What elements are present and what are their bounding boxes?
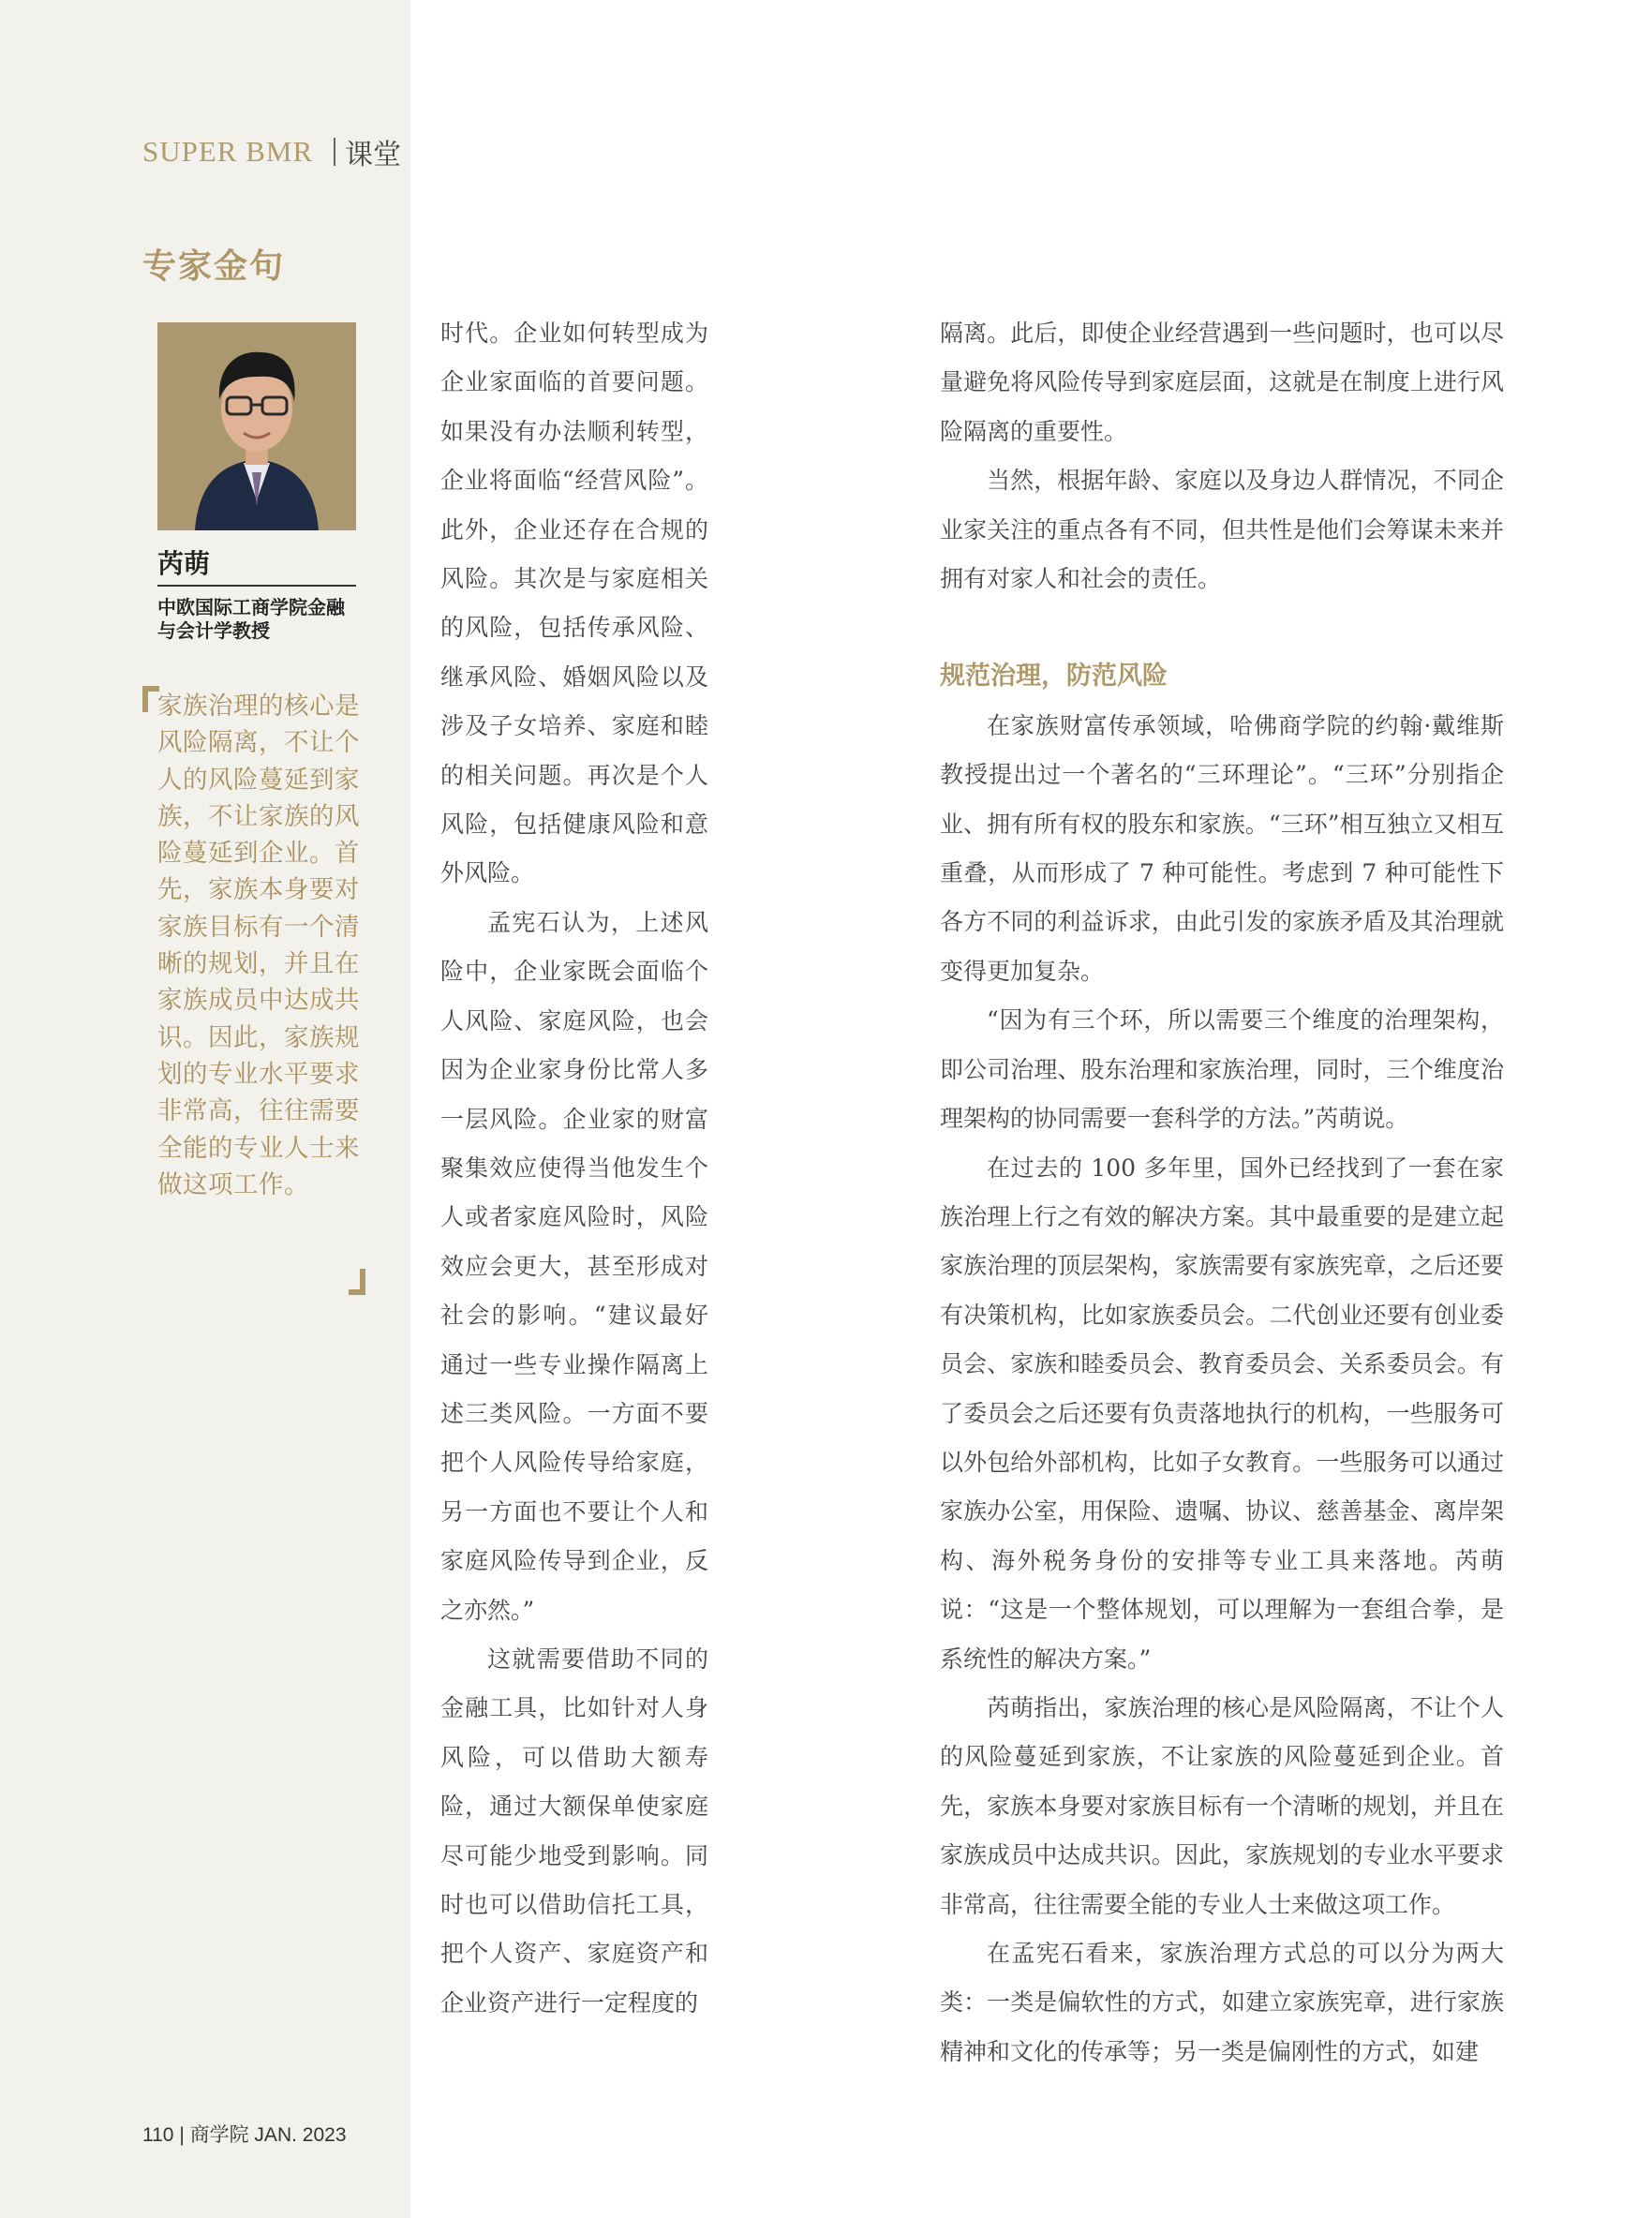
paragraph: “因为有三个环，所以需要三个维度的治理架构，即公司治理、股东治理和家族治理，同时，三个维度治理架构的协同需要一套科学的方法。”芮萌说。 [940,1006,1504,1133]
paragraph: 这就需要借助不同的金融工具，比如针对人身风险，可以借助大额寿险，通过大额保单使家庭尽可能少地受到影响。同时也可以借助信托工具，把个人资产、家庭资产和企业资产进行一定程度的 [440,1645,708,2017]
paragraph: 当然，根据年龄、家庭以及身边人群情况，不同企业家关注的重点各有不同，但共性是他们会筹谋未来并拥有对家人和社会的责任。 [940,467,1504,593]
paragraph: 时代。企业如何转型成为企业家面临的首要问题。如果没有办法顺利转型，企业将面临“经营风险”。此外，企业还存在合规的风险。其次是与家庭相关的风险，包括传承风险、继承风险、婚姻风险以及涉及子女培养、家庭和睦的相关问题。再次是个人风险，包括健康风险和意外风险。 [440,320,708,887]
paragraph: 在家族财富传承领域，哈佛商学院的约翰·戴维斯教授提出过一个著名的“三环理论”。“三环”分别指企业、拥有所有权的股东和家族。“三环”相互独立又相互重叠，从而形成了 7 种可能性。考虑到 7 种可能性下各方不同的利益诉求，由此引发的家族矛盾及其治理就变得更加复杂。 [940,711,1504,985]
section-name: 课堂 [345,139,402,171]
article-column-right [940,309,1504,2077]
paragraph: 在过去的 100 多年里，国外已经找到了一套在家族治理上行之有效的解决方案。其中最重要的是建立起家族治理的顶层架构，家族需要有家族宪章，之后还要有决策机构，比如家族委员会。二代创业还要有创业委员会、家族和睦委员会、教育委员会、关系委员会。有了委员会之后还要有负责落地执行的机构，一些服务可以外包给外部机构，比如子女教育。一些服务可以通过家族办公室，用保险、遗嘱、协议、慈善基金、离岸架构、海外税务身份的安排等专业工具来落地。芮萌说：“这是一个整体规划，可以理解为一套组合拳，是系统性的解决方案。” [940,1154,1504,1673]
sidebar-title: 专家金句 [142,247,286,286]
page-footer: 110 | 商学院 JAN. 2023 [142,2124,347,2146]
pull-quote: 家族治理的核心是风险隔离，不让个人的风险蔓延到家族，不让家族的风险蔓延到企业。首先，家族本身要对家族目标有一个清晰的规划，并且在家族成员中达成共识。因此，家族规划的专业水平要求非常高，往往需要全能的专业人士来做这项工作。 [157,692,360,1199]
expert-name: 芮萌 [157,548,211,579]
paragraph: 孟宪石认为，上述风险中，企业家既会面临个人风险、家庭风险，也会因为企业家身份比常人多一层风险。企业家的财富聚集效应使得当他发生个人或者家庭风险时，风险效应会更大，甚至形成对社会的影响。“建议最好通过一些专业操作隔离上述三类风险。一方面不要把个人风险传导给家庭，另一方面也不要让个人和家庭风险传导到企业，反之亦然。” [440,908,708,1624]
expert-portrait [157,322,356,530]
header-divider [334,138,335,166]
section-subheading: 规范治理，防范风险 [940,662,1168,692]
page-header [142,131,401,172]
article-column-middle [440,309,708,2028]
portrait-image [157,322,356,530]
paragraph: 芮萌指出，家族治理的核心是风险隔离，不让个人的风险蔓延到家族，不让家族的风险蔓延到企业。首先，家族本身要对家族目标有一个清晰的规划，并且在家族成员中达成共识。因此，家族规划的专业水平要求非常高，往往需要全能的专业人士来做这项工作。 [940,1693,1504,1918]
brand-name: SUPER BMR [142,135,314,168]
name-divider [157,585,356,587]
paragraph: 在孟宪石看来，家族治理方式总的可以分为两大类：一类是偏软性的方式，如建立家族宪章，进行家族精神和文化的传承等；另一类是偏刚性的方式，如建 [940,1940,1504,2065]
expert-title: 中欧国际工商学院金融与会计学教授 [157,596,345,642]
paragraph: 隔离。此后，即使企业经营遇到一些问题时，也可以尽量避免将风险传导到家庭层面，这就是在制度上进行风险隔离的重要性。 [940,320,1504,445]
quote-close-bracket-icon [349,1269,365,1295]
